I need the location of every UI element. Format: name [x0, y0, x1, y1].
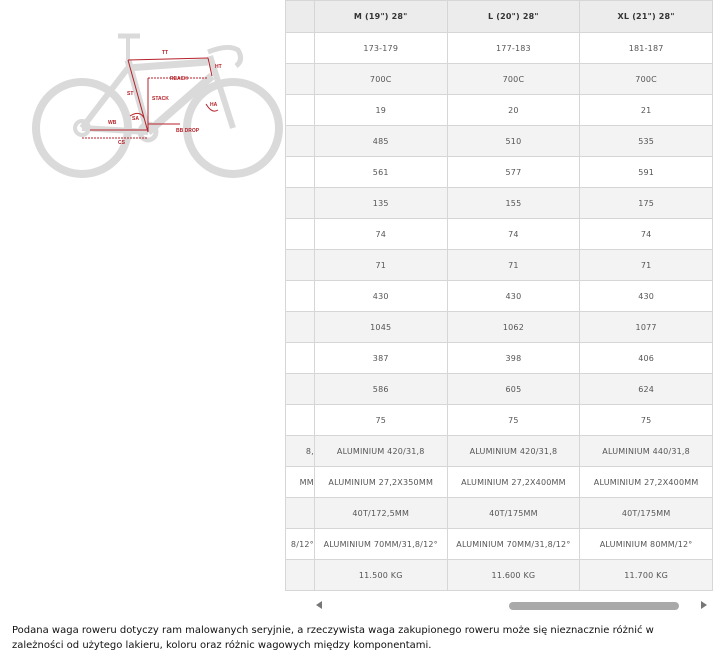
table-row — [286, 560, 713, 591]
table-row — [286, 219, 713, 250]
table-cell: 586 — [314, 374, 447, 405]
scroll-right-arrow-icon[interactable] — [701, 601, 707, 609]
scrollbar-thumb[interactable] — [509, 602, 679, 610]
table-cell: 74 — [314, 219, 447, 250]
table-cell: 40T/175MM — [580, 498, 713, 529]
label-stack: STACK — [152, 96, 169, 102]
label-tt: TT — [162, 50, 169, 56]
table-cell: 398 — [447, 343, 580, 374]
header-size-xl: XL (21") 28" — [580, 1, 713, 33]
table-cell-clipped — [286, 374, 315, 405]
table-header-row — [286, 1, 713, 33]
table-cell-clipped — [286, 281, 315, 312]
table-row — [286, 188, 713, 219]
table-row — [286, 95, 713, 126]
table-cell-clipped — [286, 64, 315, 95]
label-ha: HA — [210, 102, 218, 108]
table-cell-clipped — [286, 219, 315, 250]
table-cell: 700C — [580, 64, 713, 95]
table-row — [286, 281, 713, 312]
table-cell: 40T/172,5MM — [314, 498, 447, 529]
table-cell: 406 — [580, 343, 713, 374]
table-cell-clipped — [286, 33, 315, 64]
table-cell: 1077 — [580, 312, 713, 343]
table-row — [286, 498, 713, 529]
table-cell: 135 — [314, 188, 447, 219]
table-cell: 1045 — [314, 312, 447, 343]
table-cell-clipped: 8/12° — [286, 529, 315, 560]
table-cell: 11.700 KG — [580, 560, 713, 591]
label-bb-drop: BB DROP — [176, 128, 200, 134]
table-cell: 20 — [447, 95, 580, 126]
table-cell: 71 — [580, 250, 713, 281]
table-horizontal-scrollbar[interactable] — [313, 598, 710, 614]
bike-geometry-diagram — [30, 20, 300, 190]
table-cell-clipped — [286, 560, 315, 591]
table-cell-clipped — [286, 126, 315, 157]
table-cell: 11.600 KG — [447, 560, 580, 591]
table-cell: 71 — [314, 250, 447, 281]
table-cell: ALUMINIUM 70MM/31,8/12° — [447, 529, 580, 560]
table-cell: 40T/175MM — [447, 498, 580, 529]
table-cell: 181-187 — [580, 33, 713, 64]
table-cell-clipped — [286, 312, 315, 343]
table-cell: 173-179 — [314, 33, 447, 64]
table-cell: 591 — [580, 157, 713, 188]
table-cell: 75 — [447, 405, 580, 436]
geometry-table — [285, 0, 713, 591]
table-cell-clipped: ,8 — [286, 436, 315, 467]
table-cell-clipped — [286, 343, 315, 374]
table-row — [286, 126, 713, 157]
table-row — [286, 343, 713, 374]
table-row — [286, 64, 713, 95]
table-cell: 75 — [314, 405, 447, 436]
table-cell: 387 — [314, 343, 447, 374]
table-cell-clipped — [286, 188, 315, 219]
table-cell: 430 — [314, 281, 447, 312]
bike-silhouette — [36, 36, 279, 174]
table-row — [286, 374, 713, 405]
table-row — [286, 157, 713, 188]
table-cell-clipped: MM — [286, 467, 315, 498]
table-row — [286, 312, 713, 343]
table-cell: 11.500 KG — [314, 560, 447, 591]
table-row — [286, 250, 713, 281]
header-size-l: L (20") 28" — [447, 1, 580, 33]
weight-disclaimer-note: Podana waga roweru dotyczy ram malowanych seryjnie, a rzeczywista waga zakupionego roweru może się nieznacznie różnić w zależności od użytego lakieru, koloru oraz różnic wagowych między komponentami. — [12, 625, 654, 651]
table-cell: ALUMINIUM 27,2X400MM — [580, 467, 713, 498]
table-cell: ALUMINIUM 440/31,8 — [580, 436, 713, 467]
table-cell: 430 — [447, 281, 580, 312]
table-cell: 700C — [314, 64, 447, 95]
table-cell: 577 — [447, 157, 580, 188]
table-cell: ALUMINIUM 420/31,8 — [447, 436, 580, 467]
table-cell: 1062 — [447, 312, 580, 343]
scrollbar-track[interactable] — [327, 602, 696, 610]
label-reach: REACH — [170, 76, 188, 82]
table-cell: 535 — [580, 126, 713, 157]
table-row — [286, 33, 713, 64]
table-cell-clipped — [286, 405, 315, 436]
table-cell: 430 — [580, 281, 713, 312]
table-row — [286, 529, 713, 560]
table-row — [286, 467, 713, 498]
table-cell-clipped — [286, 498, 315, 529]
scroll-left-arrow-icon[interactable] — [316, 601, 322, 609]
table-cell: 561 — [314, 157, 447, 188]
label-wb: WB — [108, 120, 117, 126]
table-cell: 700C — [447, 64, 580, 95]
header-size-m: M (19") 28" — [314, 1, 447, 33]
label-cs: CS — [118, 140, 125, 146]
table-cell: 175 — [580, 188, 713, 219]
label-st: ST — [127, 91, 134, 97]
geometry-table-container — [290, 0, 713, 596]
table-cell-clipped — [286, 250, 315, 281]
table-cell: 605 — [447, 374, 580, 405]
table-cell: ALUMINIUM 70MM/31,8/12° — [314, 529, 447, 560]
table-cell: 19 — [314, 95, 447, 126]
table-cell: 75 — [580, 405, 713, 436]
table-cell: 74 — [580, 219, 713, 250]
table-cell: 21 — [580, 95, 713, 126]
table-cell: 624 — [580, 374, 713, 405]
table-cell: 74 — [447, 219, 580, 250]
table-cell: 155 — [447, 188, 580, 219]
table-cell: 485 — [314, 126, 447, 157]
table-cell: ALUMINIUM 80MM/12° — [580, 529, 713, 560]
table-cell: 71 — [447, 250, 580, 281]
table-cell-clipped — [286, 95, 315, 126]
table-cell: 177-183 — [447, 33, 580, 64]
table-cell-clipped — [286, 157, 315, 188]
table-row — [286, 436, 713, 467]
header-cell — [286, 1, 315, 33]
table-cell: ALUMINIUM 27,2X350MM — [314, 467, 447, 498]
table-row — [286, 405, 713, 436]
table-cell: ALUMINIUM 27,2X400MM — [447, 467, 580, 498]
label-ht: HT — [215, 64, 222, 70]
table-cell: 510 — [447, 126, 580, 157]
label-sa: SA — [132, 116, 139, 122]
table-cell: ALUMINIUM 420/31,8 — [314, 436, 447, 467]
